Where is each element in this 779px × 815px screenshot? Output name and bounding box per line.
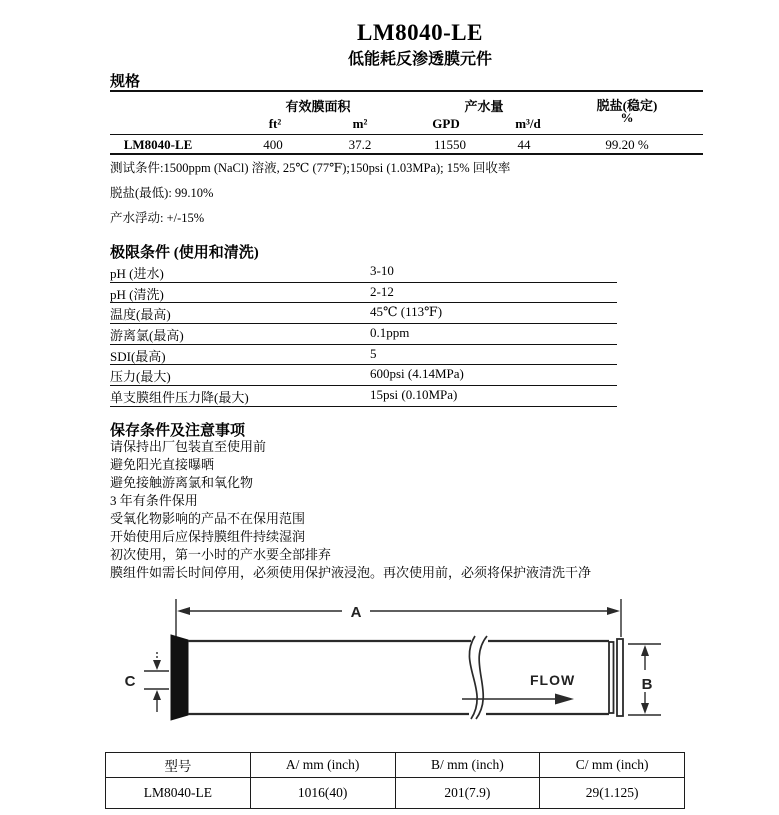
flow-arrow [462, 694, 574, 705]
spec-row-rejection: 99.20 % [605, 137, 649, 152]
spec-row-model: LM8040-LE [123, 137, 193, 152]
storage-note: 受氧化物影响的产品不在保用范围 [110, 511, 306, 526]
storage-note: 开始使用后应保持膜组件持续湿润 [110, 529, 306, 544]
limit-value: 5 [370, 345, 377, 361]
limits-row-temperature [110, 303, 617, 324]
specs-unit-m2: m² [352, 116, 368, 131]
arrow-up-icon [641, 645, 649, 656]
arrow-left-icon [177, 607, 190, 615]
dim-b-value: 201(7.9) [395, 778, 540, 809]
specs-group-membrane-area: 有效膜面积 [285, 99, 351, 114]
limit-label: 游离氯(最高) [110, 328, 184, 344]
arrow-up-icon [153, 690, 161, 700]
limits-row-ph-feed [110, 262, 617, 283]
limits-row-ph-clean [110, 283, 617, 304]
storage-note: 初次使用，第一小时的产水要全部排弃 [110, 547, 332, 562]
specs-group-rejection-unit: % [620, 110, 634, 125]
limits-heading: 极限条件 (使用和清洗) [110, 245, 259, 261]
dim-col-model: 型号 [106, 753, 251, 778]
dimensions-data-row [106, 778, 685, 809]
specs-table-midrule [110, 134, 703, 135]
spec-row-area-ft2: 400 [263, 137, 283, 152]
dim-col-a: A/ mm (inch) [250, 753, 395, 778]
test-conditions-note: 测试条件:1500ppm (NaCl) 溶液, 25℃ (77℉);150psi (1.03MPa); 15% 回收率 [110, 161, 511, 175]
limits-row-pressure [110, 365, 617, 386]
limits-row-sdi [110, 345, 617, 366]
dim-c-value: 29(1.125) [540, 778, 685, 809]
limit-label: pH (清洗) [110, 286, 164, 302]
arrow-right-icon [555, 694, 574, 705]
min-rejection-note: 脱盐(最低): 99.10% [110, 186, 214, 200]
specs-table [110, 90, 703, 155]
specs-unit-m3d: m³/d [515, 116, 541, 131]
dim-col-c: C/ mm (inch) [540, 753, 685, 778]
dimension-a [176, 599, 621, 640]
storage-note: 请保持出厂包装直至使用前 [110, 439, 267, 454]
specs-heading: 规格 [110, 74, 141, 90]
arrow-down-icon [153, 660, 161, 670]
membrane-element-drawing [100, 596, 700, 749]
specs-group-rejection: 脱盐(稳定) [596, 98, 658, 113]
storage-note: 避免阳光直接曝晒 [110, 457, 215, 472]
dimensions-table [105, 752, 685, 809]
specs-unit-ft2: ft² [268, 116, 282, 131]
limit-value: 0.1ppm [370, 325, 410, 341]
limits-row-pressure-drop [110, 386, 617, 407]
arrow-right-icon [607, 607, 620, 615]
page-title: LM8040-LE [357, 20, 483, 45]
dim-col-b: B/ mm (inch) [395, 753, 540, 778]
spec-row-flow-gpd: 11550 [433, 137, 467, 152]
flow-variation-note: 产水浮动: +/-15% [110, 211, 205, 225]
arrow-down-icon [641, 703, 649, 714]
dimensions-header-row [106, 753, 685, 778]
specs-unit-gpd: GPD [432, 116, 460, 131]
specs-group-permeate-flow: 产水量 [464, 99, 504, 114]
spec-row-flow-m3d: 44 [517, 137, 531, 152]
page-subtitle: 低能耗反渗透膜元件 [347, 51, 492, 68]
break-squiggle [469, 636, 487, 719]
limits-row-free-chlorine [110, 324, 617, 345]
limit-label: 压力(最大) [110, 369, 171, 385]
dim-model: LM8040-LE [106, 778, 251, 809]
storage-note: 避免接触游离氯和氧化物 [110, 475, 254, 490]
limit-label: pH (进水) [110, 266, 164, 281]
limit-value: 45℃ (113℉) [370, 304, 443, 320]
dim-a-value: 1016(40) [250, 778, 395, 809]
dimension-c [144, 652, 169, 712]
limits-table [110, 262, 617, 407]
dim-label-b: B [641, 676, 653, 693]
limit-value: 600psi (4.14MPa) [370, 366, 464, 382]
limit-value: 15psi (0.10MPa) [370, 387, 458, 403]
flow-label: FLOW [530, 672, 576, 688]
storage-note: 3 年有条件保用 [110, 493, 198, 508]
limit-label: 单支膜组件压力降(最大) [110, 390, 249, 406]
limit-value: 3-10 [370, 263, 394, 278]
limit-label: 温度(最高) [110, 307, 171, 323]
dim-label-a: A [350, 604, 362, 621]
spec-row-area-m2: 37.2 [348, 137, 372, 152]
storage-note: 膜组件如需长时间停用，必须使用保护液浸泡。再次使用前，必须将保护液清洗干净 [110, 565, 592, 580]
limit-value: 2-12 [370, 283, 394, 299]
storage-heading: 保存条件及注意事项 [110, 423, 246, 439]
dim-label-c: C [124, 673, 136, 690]
limit-label: SDI(最高) [110, 348, 166, 364]
